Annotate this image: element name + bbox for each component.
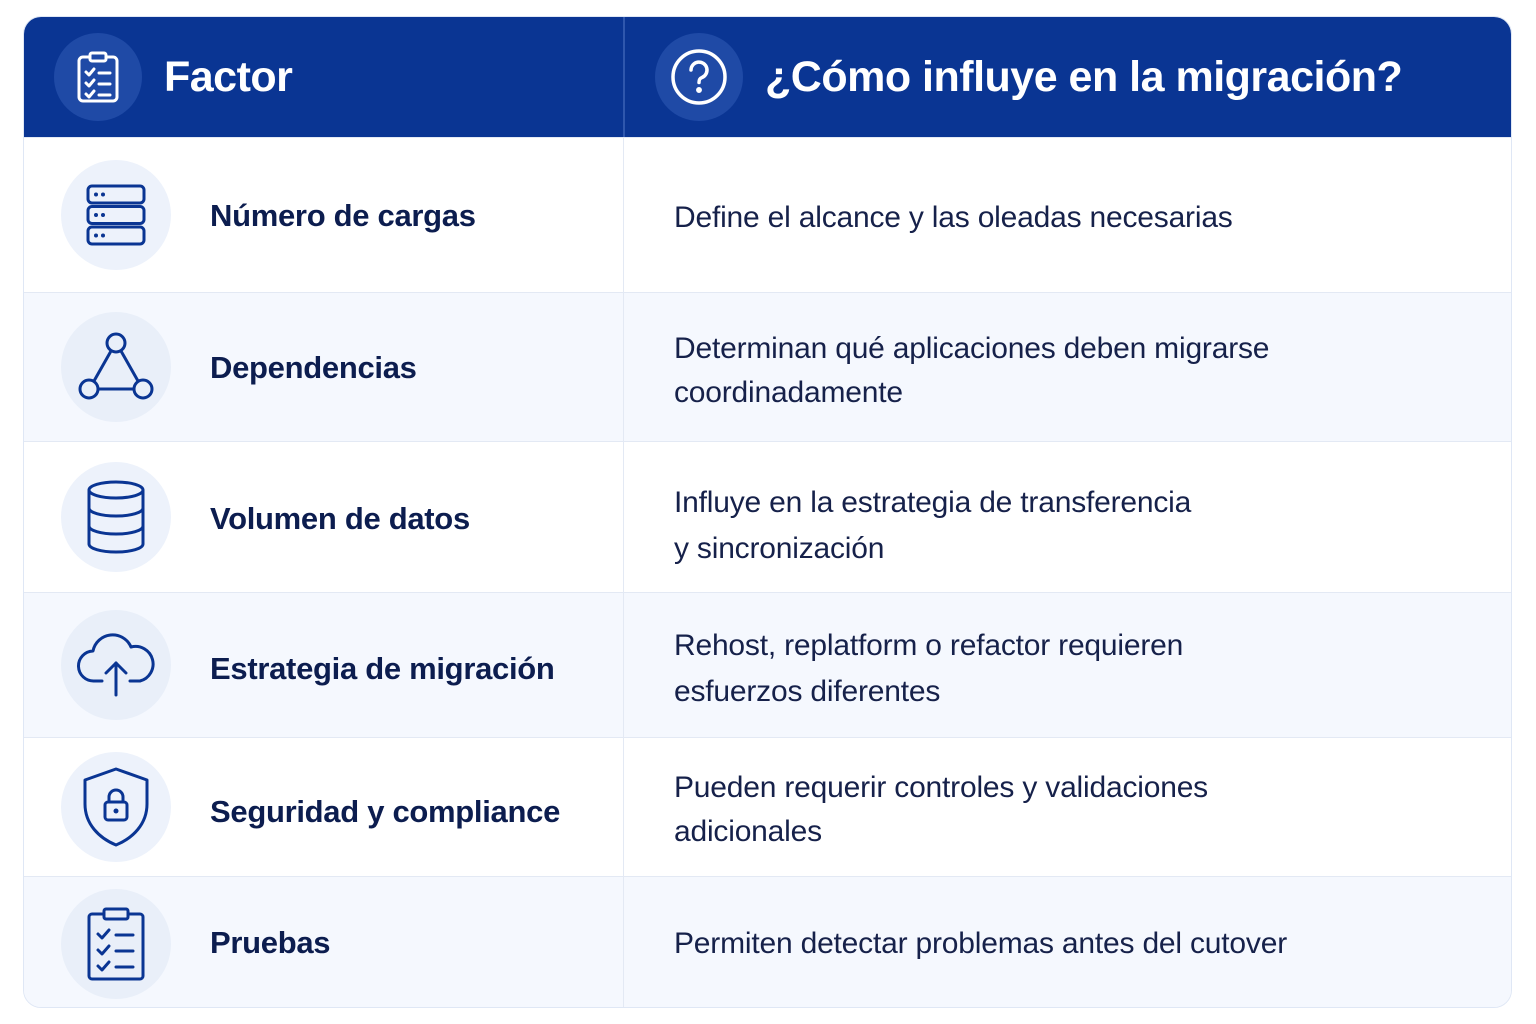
database-icon xyxy=(61,462,171,572)
factor-label: Volumen de datos xyxy=(210,501,470,536)
column-divider xyxy=(623,593,624,737)
column-divider xyxy=(623,442,624,592)
description-line: y sincronización xyxy=(674,532,885,565)
description-line: Pueden requerir controles y validaciones xyxy=(674,771,1208,804)
factor-label: Estrategia de migración xyxy=(210,651,555,686)
header-impact-cell xyxy=(655,17,1402,137)
impact-description xyxy=(674,196,1474,240)
table-header xyxy=(24,17,1511,137)
description-line: Permiten detectar problemas antes del cutover xyxy=(674,927,1287,960)
description-line: adicionales xyxy=(674,815,822,848)
impact-description xyxy=(674,922,1474,966)
table-row xyxy=(24,292,1511,441)
description-line: Influye en la estrategia de transferencia xyxy=(674,486,1192,519)
header-divider xyxy=(623,17,625,137)
table-row xyxy=(24,441,1511,592)
shield-lock-icon xyxy=(61,752,171,862)
description-line: Define el alcance y las oleadas necesarias xyxy=(674,201,1233,234)
description-line: Determinan qué aplicaciones deben migrarse xyxy=(674,332,1270,365)
column-divider xyxy=(623,293,624,441)
factor-label: Dependencias xyxy=(210,350,417,385)
question-circle-icon xyxy=(655,33,743,121)
factor-label: Pruebas xyxy=(210,925,331,960)
impact-description xyxy=(674,327,1474,415)
impact-description xyxy=(674,623,1474,715)
table-row xyxy=(24,737,1511,876)
factor-label: Seguridad y compliance xyxy=(210,794,561,829)
network-nodes-icon xyxy=(61,312,171,422)
column-divider xyxy=(623,138,624,292)
factor-label: Número de cargas xyxy=(210,198,476,233)
table-row xyxy=(24,876,1511,1008)
factors-table xyxy=(23,16,1512,1008)
column-header-factor: Factor xyxy=(164,52,293,101)
table-row xyxy=(24,137,1511,292)
table-row xyxy=(24,592,1511,737)
column-divider xyxy=(623,877,624,1008)
cloud-upload-icon xyxy=(61,610,171,720)
server-stack-icon xyxy=(61,160,171,270)
description-line: esfuerzos diferentes xyxy=(674,675,941,708)
description-line: Rehost, replatform o refactor requieren xyxy=(674,629,1184,662)
impact-description xyxy=(674,480,1474,572)
description-line: coordinadamente xyxy=(674,376,903,409)
column-header-impact: ¿Cómo influye en la migración? xyxy=(765,52,1403,101)
clipboard-checklist-icon xyxy=(54,33,142,121)
column-divider xyxy=(623,738,624,876)
header-factor-cell xyxy=(54,17,292,137)
clipboard-checklist-icon xyxy=(61,889,171,999)
impact-description xyxy=(674,766,1474,854)
